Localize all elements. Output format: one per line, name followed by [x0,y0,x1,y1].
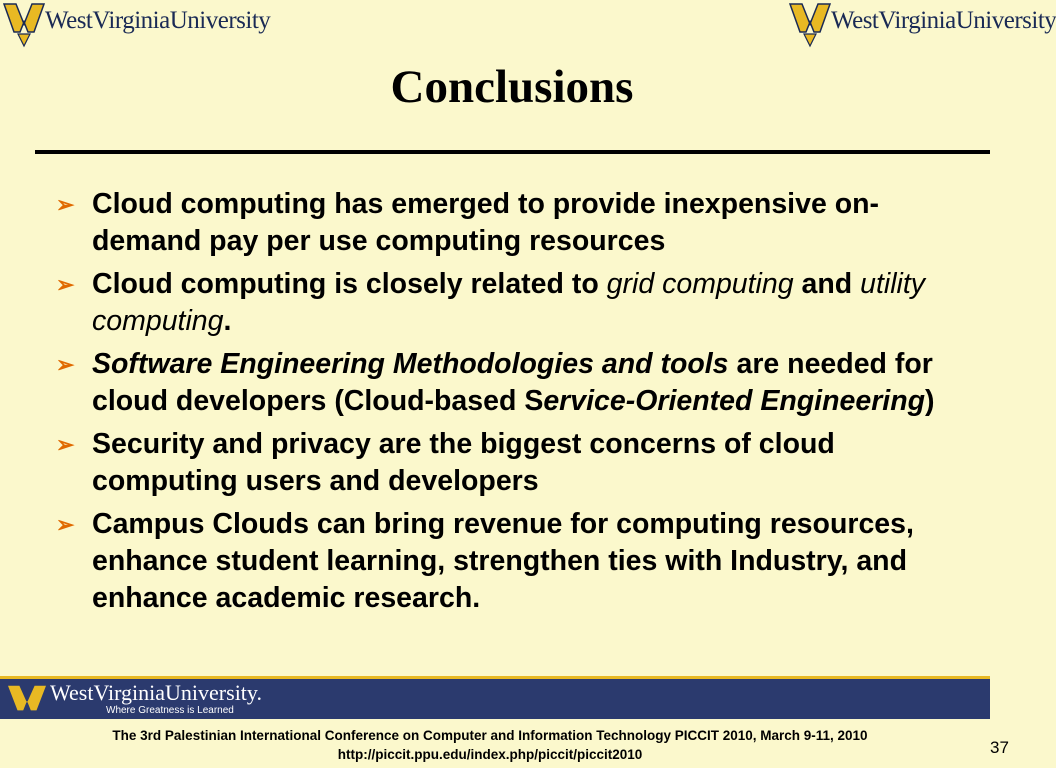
arrow-bullet-icon: ➢ [56,512,75,537]
wv-flying-logo-icon [4,2,44,46]
bullet-item [56,186,986,260]
bullet-text: are needed for cloud developers (Cloud-based S [92,348,933,417]
bullet-text: ) [925,385,935,417]
bullet-bold-italic-text: ervice-Oriented Engineering [543,385,926,417]
logo-text: WestVirginiaUniversity [831,7,1056,34]
footer-logo-text: WestVirginiaUniversity. [50,679,262,705]
bullet-item [56,266,986,340]
wv-flying-logo-icon [8,681,46,717]
footer-caption [0,726,980,764]
arrow-bullet-icon: ➢ [56,192,75,217]
bullet-item [56,346,986,420]
bullet-item [56,506,986,617]
page-number: 37 [990,738,1009,757]
bullet-text: and [793,268,861,300]
conference-text: The 3rd Palestinian International Conference on Computer and Information Technology PICCIT 2010, March 9-11, 2010 [112,728,868,743]
bullet-bold-italic-text: Software Engineering Methodologies and tools [92,348,729,380]
bullet-item [56,426,986,500]
bullet-text: Cloud computing is closely related to [92,268,607,300]
arrow-bullet-icon: ➢ [56,272,75,297]
footer-tagline: Where Greatness is Learned [106,704,234,716]
logo-text: WestVirginiaUniversity [45,7,271,34]
bullet-italic-text: utility computing [92,268,926,337]
arrow-bullet-icon: ➢ [56,352,75,377]
slide-title: Conclusions [390,61,634,113]
bullet-text: Cloud computing has emerged to provide inexpensive on-demand pay per use computing resources [92,188,880,257]
footer-wvu-logo [8,681,262,717]
bullet-list [56,186,986,623]
footer-band [0,676,990,719]
wvu-logo-left [4,2,270,46]
bullet-text: Campus Clouds can bring revenue for computing resources, enhance student learning, strengthen ties with Industry, and enhance academic research. [92,508,914,614]
title-divider [35,150,990,154]
conference-url: http://piccit.ppu.edu/index.php/piccit/piccit2010 [337,747,643,762]
bullet-text: Security and privacy are the biggest concerns of cloud computing users and developers [92,428,835,497]
bullet-text: . [223,305,232,337]
wv-flying-logo-icon [790,2,830,46]
wvu-logo-right [790,2,1056,46]
arrow-bullet-icon: ➢ [56,432,75,457]
bullet-italic-text: grid computing [606,268,794,300]
